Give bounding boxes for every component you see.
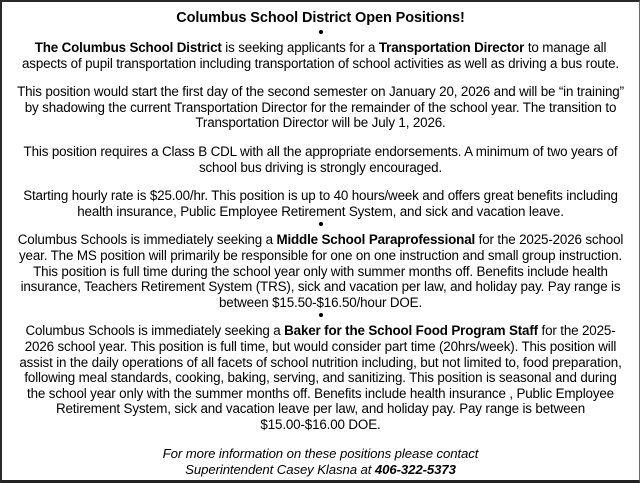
baker-paragraph bbox=[12, 323, 629, 432]
paraprofessional-p1-start: Columbus Schools is immediately seeking a bbox=[17, 232, 277, 248]
paraprofessional-job-title: Middle School Paraprofessional bbox=[276, 232, 476, 248]
baker-p1-end: for the 2025-2026 school year. This position is full time, but would consider part time (20hrs/week). This position will assist in the daily operations of all facets of school nutrition including, but not limited to, food preparation, following meal standards, cooking, baking, serving, and sanitizing. This position is seasonal and during the school year only with the summer months off. Benefits include health insurance , Public Employee Retirement System, sick and vacation leave per law, and holiday pay. Pay range is between $15.00-$16.00 DOE. bbox=[19, 323, 622, 432]
ad-content bbox=[2, 2, 639, 480]
transportation-district-name: The Columbus School District bbox=[34, 40, 222, 55]
bullet-dot-icon bbox=[319, 222, 323, 226]
contact-footer-line-2 bbox=[12, 462, 629, 478]
bullet-dot-icon bbox=[319, 313, 323, 317]
baker-p1-start: Columbus Schools is immediately seeking a bbox=[25, 323, 285, 339]
transportation-paragraph-4: Starting hourly rate is $25.00/hr. This position is up to 40 hours/week and offers great benefits including health insurance, Public Employee Retirement System, and sick and vacation leave. bbox=[23, 188, 618, 219]
transportation-paragraph-3: This position requires a Class B CDL with all the appropriate endorsements. A minimum of two years of school bus driving is strongly encouraged. bbox=[23, 143, 618, 175]
contact-footer bbox=[12, 446, 629, 477]
contact-phone-number: 406-322-5373 bbox=[374, 461, 456, 477]
contact-footer-line-1: For more information on these positions please contact bbox=[162, 446, 479, 462]
paraprofessional-p1-end: for the 2025-2026 school year. The MS position will primarily be responsible for one on one instruction and small group instruction. This position is full time during the school year only with summer months off. Benefits include health insurance, Teachers Retirement System (TRS), sick and vacation per law, and holiday pay. Pay range is between $15.50-$16.50/hour DOE. bbox=[19, 232, 624, 310]
paraprofessional-paragraph bbox=[12, 232, 629, 310]
baker-job-title: Baker for the School Food Program Staff bbox=[284, 323, 538, 339]
transportation-paragraph-1 bbox=[12, 40, 629, 71]
transportation-p1-mid: is seeking applicants for a bbox=[221, 40, 379, 55]
superintendent-name: Superintendent Casey Klasna at bbox=[185, 461, 375, 477]
transportation-paragraph-2: This position would start the first day of the second semester on January 20, 2026 and will be “in training” by shadowing the current Transportation Director for the remainder of the school year. The transition to Transportation Director will be July 1, 2026. bbox=[17, 84, 624, 131]
bullet-dot-icon bbox=[319, 30, 323, 34]
section-divider-3 bbox=[12, 311, 629, 321]
page-title: Columbus School District Open Positions! bbox=[176, 10, 465, 26]
transportation-job-title: Transportation Director bbox=[378, 40, 525, 55]
transportation-p1-end: to manage all aspects of pupil transportation including transportation of school activities as well as driving a bus route. bbox=[22, 40, 619, 71]
section-divider-2 bbox=[12, 220, 629, 230]
section-divider-1 bbox=[12, 28, 629, 38]
